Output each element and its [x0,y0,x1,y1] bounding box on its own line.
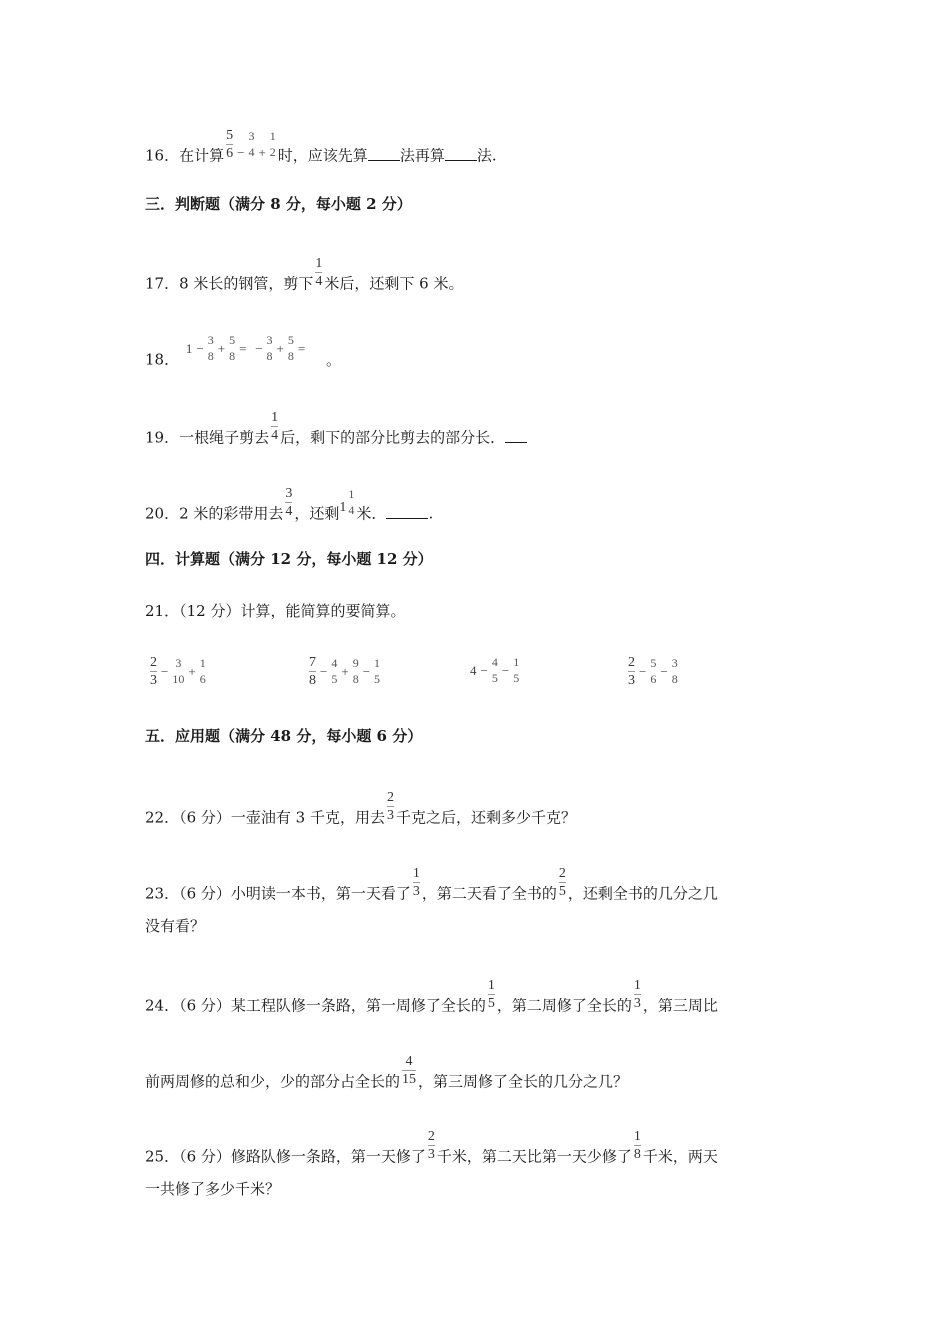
calc-expression-2: $\frac{7}{8}$ − 4 5 + 9 8 − 1 5 [309,655,381,688]
calc-expression-1: $\frac{2}{3}$ − 3 10 + 1 6 [150,655,206,688]
question-18: 18． 1 − 3 8 + 5 8 = − 3 8 + 5 8 = 。 [145,333,342,369]
fraction: $\frac{2}{5}$ [558,866,566,899]
fraction: $\frac{1}{8}$ [633,1129,641,1162]
question-24-cont: 前两周修的总和少，少的部分占全长的 $\frac{4}{15}$ ，第三周修了全长的几分之几？ [145,1054,629,1091]
calc-expression-3: 4 − 4 5 − 1 5 [470,655,520,685]
section-4-heading: 四．计算题（满分 12 分，每小题 12 分） [145,550,433,568]
answer-blank[interactable] [445,146,477,161]
fraction: 5 8 [229,333,236,363]
fraction: $\frac{4}{15}$ [402,1054,417,1087]
fraction: 1 4 [348,487,355,517]
fraction: $\frac{2}{3}$ [427,1129,435,1162]
fraction: 3 4 [248,129,255,159]
answer-blank[interactable] [386,504,428,519]
question-23-cont: 没有看？ [145,917,206,935]
question-19: 19．一根绳子剪去 $\frac{1}{4}$ 后，剩下的部分比剪去的部分长． [145,422,527,455]
fraction: $\frac{3}{4}$ [285,486,293,519]
question-20: 20．2 米的彩带用去 $\frac{3}{4}$ ，还剩1 1 4 米． . [145,486,434,523]
question-22: 22．（6 分）一壶油有 3 千克，用去 $\frac{2}{3}$ 千克之后，还剩多少千克？ [145,790,576,827]
section-3-heading: 三．判断题（满分 8 分，每小题 2 分） [145,195,412,213]
fraction: $\frac{2}{3}$ [386,790,394,823]
fraction: $\frac{1}{4}$ [315,256,323,289]
answer-blank[interactable] [368,146,400,161]
fraction: 5 8 [287,333,294,363]
question-21: 21．（12 分）计算，能简算的要简算。 [145,602,406,620]
question-16: 16．在计算 $\frac{5}{6}$ − 3 4 + 1 2 时，应该先算 法再算 法. [145,128,497,165]
question-24: 24．（6 分）某工程队修一条路，第一周修了全长的 $\frac{1}{5}$ ，第二周修了全长的 $\frac{1}{3}$ ，第三周比 [145,978,718,1015]
fraction: $\frac{1}{3}$ [633,978,641,1011]
question-23: 23．（6 分）小明读一本书，第一天看了 $\frac{1}{3}$ ，第二天看了全书的 $\frac{2}{5}$ ，还剩全书的几分之几 [145,866,718,903]
fraction: $\frac{1}{4}$ [271,410,279,443]
question-17: 17．8 米长的钢管，剪下 $\frac{1}{4}$ 米后，还剩下 6 米。 [145,256,464,293]
fraction: $\frac{1}{5}$ [487,978,495,1011]
question-25-cont: 一共修了多少千米？ [145,1180,281,1198]
fraction: 3 8 [207,333,214,363]
section-5-heading: 五．应用题（满分 48 分，每小题 6 分） [145,727,423,745]
fraction: 1 2 [269,129,276,159]
question-25: 25．（6 分）修路队修一条路，第一天修了 $\frac{2}{3}$ 千米，第二天比第一天少修了 $\frac{1}{8}$ 千米，两天 [145,1129,718,1166]
fraction: $\frac{5}{6}$ [226,128,234,161]
fraction: $\frac{1}{3}$ [412,866,420,899]
answer-blank[interactable] [505,428,527,443]
calc-expression-4: $\frac{2}{3}$ − 5 6 − 3 8 [628,655,678,688]
fraction: 3 8 [266,333,273,363]
